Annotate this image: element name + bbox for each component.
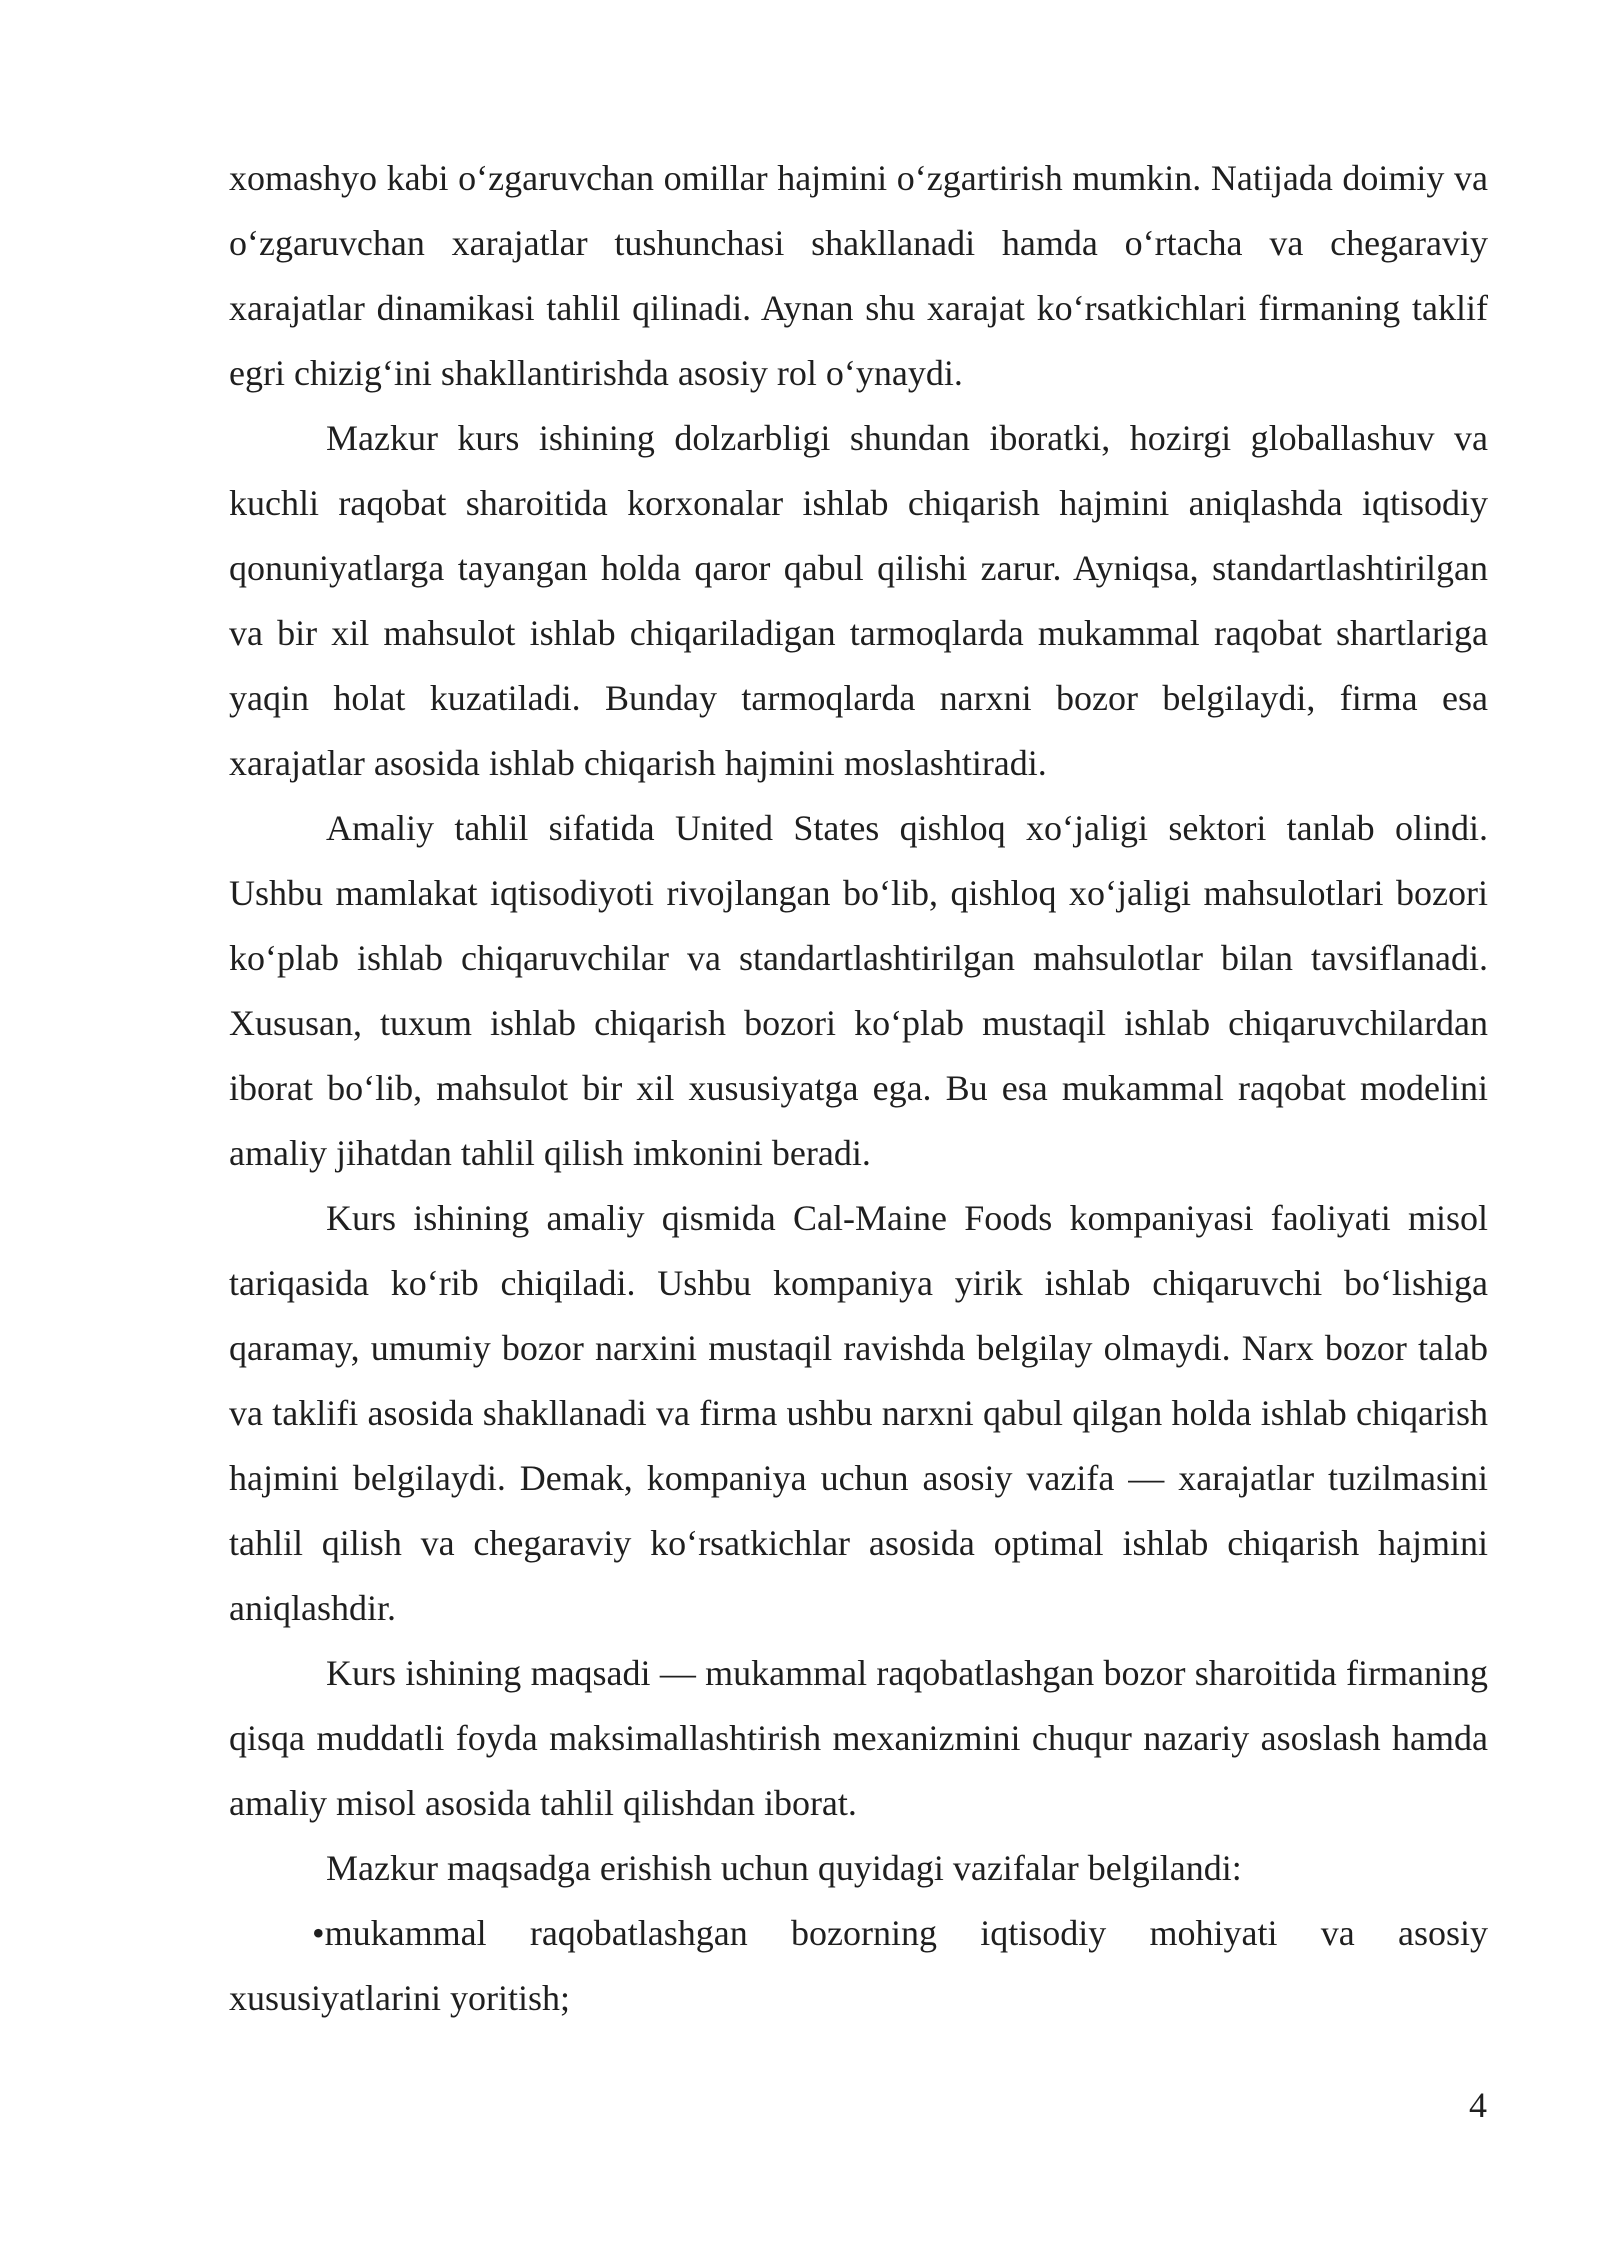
paragraph-continuation: xomashyo kabi o‘zgaruvchan omillar hajmini o‘zgartirish mumkin. Natijada doimiy va o‘zgaruvchan xarajatlar tushunchasi shakllanadi hamda o‘rtacha va chegaraviy xarajatlar dinamikasi tahlil qilinadi. Aynan shu xarajat ko‘rsatkichlari firmaning taklif egri chizig‘ini shakllantirishda asosiy rol o‘ynaydi.	[229, 158, 1488, 393]
document-body	[229, 146, 1488, 2031]
paragraph-tasks-intro: Mazkur maqsadga erishish uchun quyidagi vazifalar belgilandi:	[326, 1848, 1242, 1888]
paragraph-relevance: Mazkur kurs ishining dolzarbligi shundan iboratki, hozirgi globallashuv va kuchli raqobat sharoitida korxonalar ishlab chiqarish hajmini aniqlashda iqtisodiy qonuniyatlarga tayangan holda qaror qabul qilishi zarur. Ayniqsa, standartlashtirilgan va bir xil mahsulot ishlab chiqariladigan tarmoqlarda mukammal raqobat shartlariga yaqin holat kuzatiladi. Bunday tarmoqlarda narxni bozor belgilaydi, firma esa xarajatlar asosida ishlab chiqarish hajmini moslashtiradi.	[229, 418, 1488, 783]
bullet-text: mukammal raqobatlashgan bozorning iqtisodiy mohiyati va asosiy xususiyatlarini yoritish;	[229, 1913, 1488, 2018]
bullet-marker: •	[312, 1913, 325, 1953]
paragraph-company-example: Kurs ishining amaliy qismida Cal-Maine Foods kompaniyasi faoliyati misol tariqasida ko‘rib chiqiladi. Ushbu kompaniya yirik ishlab chiqaruvchi bo‘lishiga qaramay, umumiy bozor narxini mustaqil ravishda belgilay olmaydi. Narx bozor talab va taklifi asosida shakllanadi va firma ushbu narxni qabul qilgan holda ishlab chiqarish hajmini belgilaydi. Demak, kompaniya uchun asosiy vazifa — xarajatlar tuzilmasini tahlil qilish va chegaraviy ko‘rsatkichlar asosida optimal ishlab chiqarish hajmini aniqlashdir.	[229, 1198, 1488, 1628]
paragraph-practical-analysis: Amaliy tahlil sifatida United States qishloq xo‘jaligi sektori tanlab olindi. Ushbu mamlakat iqtisodiyoti rivojlangan bo‘lib, qishloq xo‘jaligi mahsulotlari bozori ko‘plab ishlab chiqaruvchilar va standartlashtirilgan mahsulotlar bilan tavsiflanadi. Xususan, tuxum ishlab chiqarish bozori ko‘plab mustaqil ishlab chiqaruvchilardan iborat bo‘lib, mahsulot bir xil xususiyatga ega. Bu esa mukammal raqobat modelini amaliy jihatdan tahlil qilish imkonini beradi.	[229, 808, 1488, 1173]
paragraph-goal: Kurs ishining maqsadi — mukammal raqobatlashgan bozor sharoitida firmaning qisqa muddatli foyda maksimallashtirish mexanizmini chuqur nazariy asoslash hamda amaliy misol asosida tahlil qilishdan iborat.	[229, 1653, 1488, 1823]
page-number: 4	[1469, 2085, 1487, 2125]
bullet-list-item	[229, 1901, 1488, 2031]
